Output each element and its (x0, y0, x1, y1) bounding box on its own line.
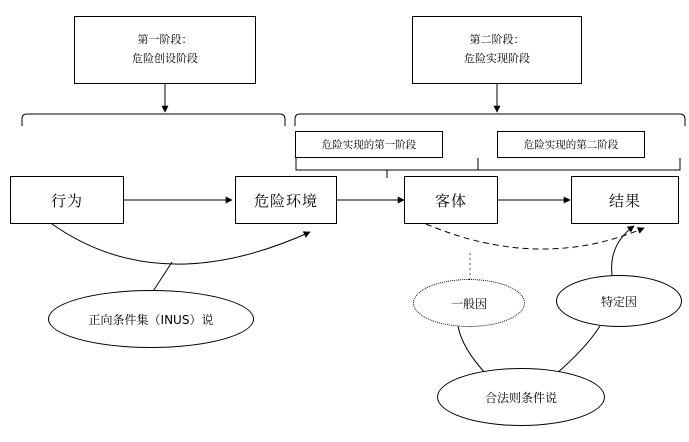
main-box-dangerous-situation (235, 176, 337, 224)
line-lawful-to-general (458, 326, 486, 374)
ellipse-specific-cause-label: 特定因 (600, 294, 637, 309)
bracket-sub-one (296, 158, 478, 170)
phase-box-two (412, 16, 582, 84)
phase-box-two-line1: 第二阶段： (469, 33, 525, 47)
sub-box-one-label: 危险实现的第一阶段 (321, 139, 417, 151)
sub-box-realization-stage-two (497, 131, 645, 158)
bracket-phase-two (295, 114, 685, 126)
sub-box-two-label: 危险实现的第二阶段 (523, 139, 619, 151)
bracket-sub-two (478, 158, 680, 170)
ellipse-general-cause (413, 279, 525, 327)
ellipse-lawful-condition-label: 合法则条件说 (484, 390, 557, 405)
main-box-conduct-label: 行为 (50, 191, 83, 210)
sub-box-realization-stage-one (295, 131, 443, 158)
ellipse-general-cause-label: 一般因 (450, 296, 487, 311)
phase-box-two-line2: 危险实现阶段 (464, 52, 530, 65)
line-lawful-to-specific (556, 326, 600, 374)
main-box-result (571, 176, 679, 224)
main-box-object (404, 176, 498, 224)
ellipse-inus (48, 290, 254, 348)
main-box-conduct (10, 176, 124, 224)
ellipse-specific-cause (556, 275, 682, 327)
phase-box-one (74, 16, 256, 84)
arrow-object-to-result-dashed (426, 224, 644, 249)
main-box-object-label: 客体 (434, 191, 467, 210)
arrow-inus-to-situation (52, 224, 310, 264)
main-box-result-label: 结果 (608, 191, 641, 210)
phase-box-one-line2: 危险创设阶段 (132, 52, 198, 65)
arrow-specific-cause-to-result (612, 226, 634, 282)
main-box-dangerous-situation-label: 危险环境 (253, 191, 318, 210)
bracket-phase-one (22, 114, 285, 126)
phase-box-one-line1: 第一阶段： (137, 33, 193, 47)
ellipse-inus-label: 正向条件集（INUS）说 (88, 312, 214, 327)
ellipse-lawful-condition (437, 368, 605, 426)
